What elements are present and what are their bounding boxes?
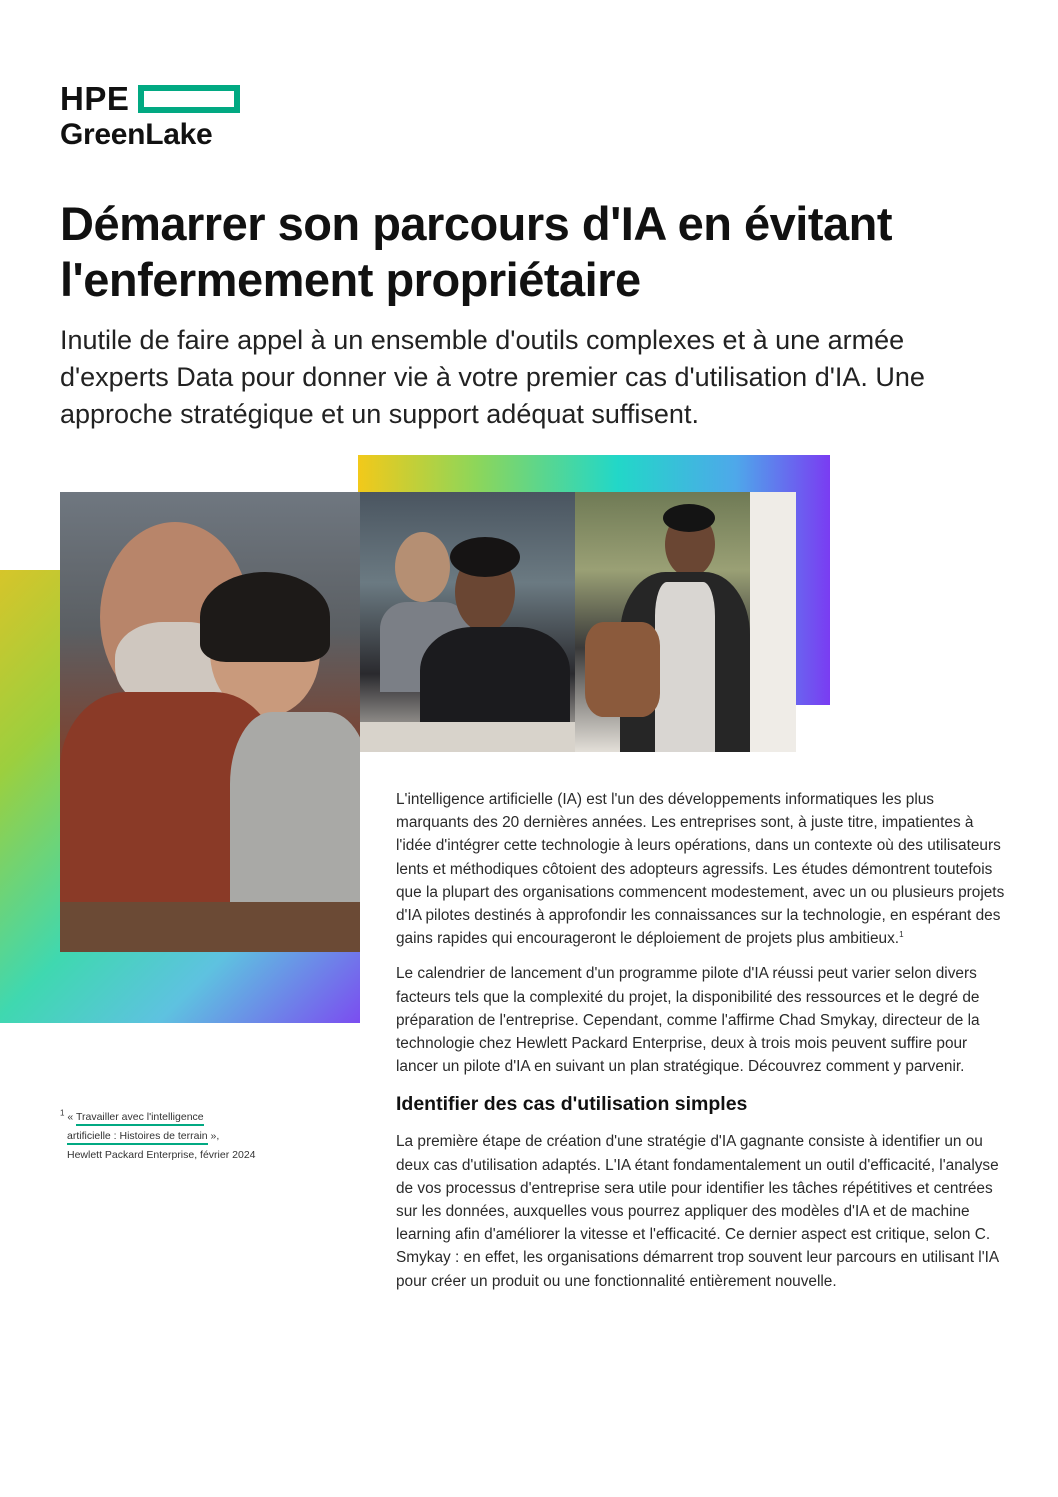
footnote-ref: 1 xyxy=(899,930,904,940)
footnote-open-quote: « xyxy=(67,1111,76,1123)
footnote-link-part-2[interactable]: artificielle : Histoires de terrain xyxy=(67,1130,208,1145)
footnote xyxy=(60,1108,330,1165)
page-title: Démarrer son parcours d'IA en évitant l'enfermement propriétaire xyxy=(60,197,892,306)
footnote-number: 1 xyxy=(60,1108,65,1118)
photo-man-and-woman-meeting xyxy=(60,492,360,952)
section-heading-use-cases: Identifier des cas d'utilisation simples xyxy=(396,1093,748,1116)
footnote-line-2 xyxy=(67,1127,330,1146)
photo-woman-speaking xyxy=(360,492,575,752)
footnote-link-part-1[interactable]: Travailler avec l'intelligence xyxy=(76,1111,204,1126)
page-subtitle: Inutile de faire appel à un ensemble d'outils complexes et à une armée d'experts Data pour donner vie à votre premier cas d'utilisation d'IA. Une approche stratégique et un support adéquat suffisent. xyxy=(60,325,925,429)
photo-woman-walking-with-bag xyxy=(575,492,796,752)
paragraph-use-cases: La première étape de création d'une stratégie d'IA gagnante consiste à identifier un ou deux cas d'utilisation adaptés. L'IA étant fondamentalement un outil d'efficacité, l'analyse de vos processus d'entreprise sera utile pour identifier les tâches répétitives et centrées sur les données, auxquelles vous pourrez appliquer des modèles d'IA et de machine learning afin d'améliorer la vitesse et l'efficacité. Ce dernier aspect est critique, selon C. Smykay : en effet, les organisations démarrent trop souvent leur parcours en utilisant l'IA pour créer un produit ou une fonctionnalité entièrement nouvelle. xyxy=(396,1133,999,1290)
footnote-line-1 xyxy=(60,1108,330,1127)
paragraph-intro xyxy=(396,788,1008,950)
logo-brand: HPE xyxy=(60,80,130,117)
paragraph-timeline: Le calendrier de lancement d'un programme pilote d'IA réussi peut varier selon divers facteurs tels que la complexité du projet, la disponibilité des ressources et le degré de préparation de l'entreprise. Cependant, comme l'affirme Chad Smykay, directeur de la technologie chez Hewlett Packard Enterprise, deux à trois mois peuvent suffire pour lancer un pilote d'IA en suivant un plan stratégique. Découvrez comment y parvenir. xyxy=(396,965,980,1076)
footnote-source: Hewlett Packard Enterprise, février 2024 xyxy=(67,1149,256,1161)
logo-product: GreenLake xyxy=(60,118,213,151)
paragraph-intro-text: L'intelligence artificielle (IA) est l'un des développements informatiques les plus marquants des 20 dernières années. Les entreprises sont, à juste titre, impatientes à l'idée d'intégrer cette technologie à leurs opérations, dans un contexte où des utilisateurs lents et méthodiques côtoient des adopteurs agressifs. Les études démontrent toutefois que la plupart des organisations commencent modestement, avec un ou plusieurs projets d'IA pilotes destinés à approfondir les connaissances sur la technologie, en espérant des gains rapides qui encourageront le déploiement de projets plus ambitieux. xyxy=(396,791,1005,948)
logo-top-row xyxy=(60,82,240,116)
footnote-close-quote: », xyxy=(207,1130,220,1142)
article-body xyxy=(396,788,1008,1305)
hpe-greenlake-logo xyxy=(60,82,240,152)
hpe-element-rectangle-icon xyxy=(138,85,240,113)
